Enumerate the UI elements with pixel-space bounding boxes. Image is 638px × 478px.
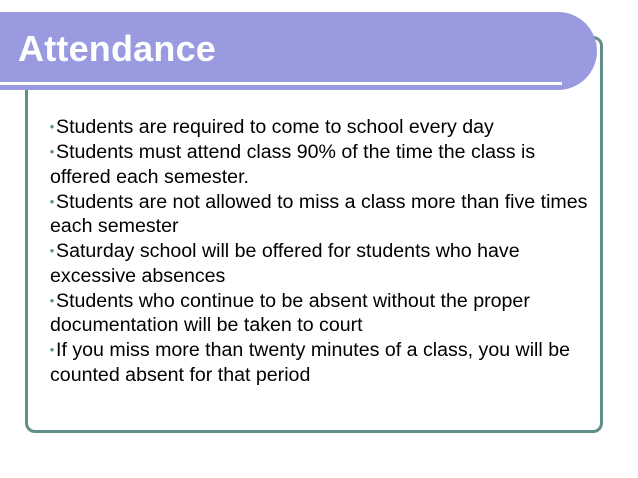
bullet-item xyxy=(49,338,594,387)
title-underline xyxy=(0,82,562,85)
bullet-item xyxy=(49,190,594,239)
bullet-item xyxy=(49,115,594,140)
bullet-text: Students who continue to be absent without the proper documentation will be taken to court xyxy=(50,289,530,337)
slide-title: Attendance xyxy=(18,28,217,69)
bullet-marker-icon: • xyxy=(49,193,55,209)
bullet-text: If you miss more than twenty minutes of a class, you will be counted absent for that period xyxy=(50,339,571,386)
bullet-item xyxy=(49,239,594,288)
bullet-text: Students are not allowed to miss a class more than five times each semester xyxy=(50,190,588,238)
bullet-marker-icon: • xyxy=(49,342,55,358)
bullet-marker-icon: • xyxy=(49,292,55,308)
bullet-marker-icon: • xyxy=(49,243,55,259)
bullet-text: Students must attend class 90% of the time the class is offered each semester. xyxy=(50,141,536,188)
bullet-marker-icon: • xyxy=(49,144,55,160)
bullet-item xyxy=(49,140,594,189)
bullet-marker-icon: • xyxy=(49,119,55,134)
bullet-text: Students are required to come to school every day xyxy=(56,116,494,138)
bullet-item xyxy=(49,289,594,338)
bullet-text: Saturday school will be offered for students who have excessive absences xyxy=(50,240,520,287)
bullet-list xyxy=(49,115,594,388)
